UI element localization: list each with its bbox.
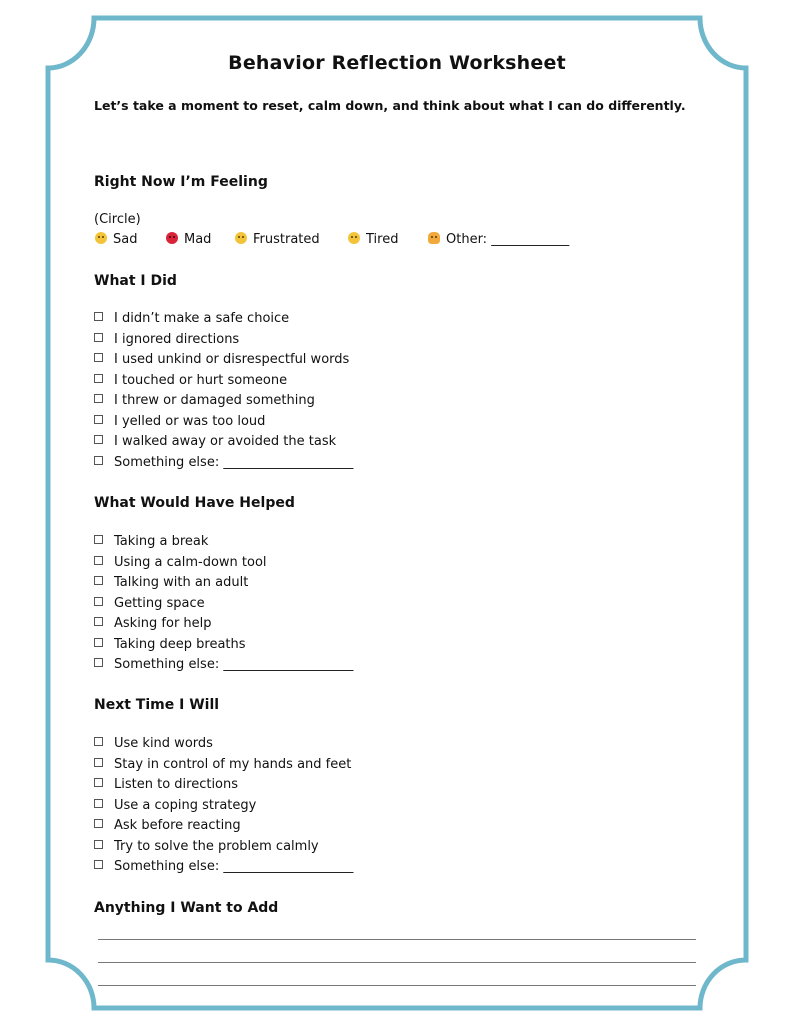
- checklist-item[interactable]: [94, 734, 353, 755]
- mood-label: Frustrated: [253, 232, 320, 247]
- checklist-item[interactable]: [94, 532, 353, 553]
- next-time-list: [94, 734, 353, 878]
- mood-option[interactable]: [428, 232, 569, 247]
- checklist-item[interactable]: [94, 412, 353, 433]
- checkbox-icon[interactable]: [94, 860, 103, 869]
- checkbox-icon[interactable]: [94, 353, 103, 362]
- checkbox-icon[interactable]: [94, 799, 103, 808]
- feeling-heading: Right Now I’m Feeling: [94, 174, 268, 190]
- helped-list: [94, 532, 353, 676]
- mood-option[interactable]: [166, 232, 211, 247]
- what-i-did-heading: What I Did: [94, 273, 177, 289]
- checklist-item[interactable]: [94, 594, 353, 615]
- sad-face-icon: [95, 232, 107, 244]
- checkbox-icon[interactable]: [94, 778, 103, 787]
- mood-option[interactable]: [235, 232, 320, 247]
- worksheet-title: Behavior Reflection Worksheet: [228, 52, 566, 74]
- checklist-item[interactable]: [94, 837, 353, 858]
- writing-line[interactable]: [98, 962, 696, 963]
- checklist-item[interactable]: [94, 573, 353, 594]
- item-label: Asking for help: [114, 616, 212, 631]
- checkbox-icon[interactable]: [94, 758, 103, 767]
- next-time-heading: Next Time I Will: [94, 697, 220, 713]
- item-label: Taking a break: [114, 534, 209, 549]
- writing-line[interactable]: [98, 985, 696, 986]
- what-i-did-list: [94, 309, 353, 473]
- item-label: I used unkind or disrespectful words: [114, 352, 350, 367]
- checklist-item[interactable]: [94, 553, 353, 574]
- checkbox-icon[interactable]: [94, 658, 103, 667]
- person-icon: [428, 232, 440, 244]
- mood-option[interactable]: [95, 232, 137, 247]
- checklist-item[interactable]: [94, 755, 353, 776]
- checkbox-icon[interactable]: [94, 840, 103, 849]
- mood-label: Mad: [184, 232, 212, 247]
- checklist-item[interactable]: [94, 309, 353, 330]
- checkbox-icon[interactable]: [94, 435, 103, 444]
- checkbox-icon[interactable]: [94, 394, 103, 403]
- checklist-item[interactable]: [94, 432, 353, 453]
- item-label: Taking deep breaths: [114, 636, 246, 652]
- checkbox-icon[interactable]: [94, 535, 103, 544]
- checklist-item[interactable]: [94, 655, 353, 676]
- circle-note: (Circle): [94, 212, 141, 227]
- checkbox-icon[interactable]: [94, 638, 103, 647]
- item-label: Listen to directions: [114, 777, 239, 792]
- checkbox-icon[interactable]: [94, 333, 103, 342]
- mad-face-icon: [166, 232, 178, 244]
- checkbox-icon[interactable]: [94, 576, 103, 585]
- intro-text: Let’s take a moment to reset, calm down, and think about what I can do differently.: [94, 98, 686, 113]
- add-heading: Anything I Want to Add: [94, 900, 279, 916]
- item-label: I yelled or was too loud: [114, 413, 266, 429]
- item-label: I walked away or avoided the task: [114, 434, 337, 449]
- checkbox-icon[interactable]: [94, 312, 103, 321]
- tired-face-icon: [348, 232, 360, 244]
- item-label: Something else: ____________________: [114, 454, 354, 470]
- item-label: Use kind words: [114, 736, 213, 751]
- mood-label: Sad: [113, 232, 138, 247]
- checklist-item[interactable]: [94, 371, 353, 392]
- checklist-item[interactable]: [94, 775, 353, 796]
- checklist-item[interactable]: [94, 350, 353, 371]
- checklist-item[interactable]: [94, 330, 353, 351]
- item-label: Ask before reacting: [114, 818, 241, 833]
- checkbox-icon[interactable]: [94, 617, 103, 626]
- checklist-item[interactable]: [94, 816, 353, 837]
- checklist-item[interactable]: [94, 857, 353, 878]
- helped-heading: What Would Have Helped: [94, 495, 295, 511]
- mood-label: Tired: [366, 232, 399, 247]
- checklist-item[interactable]: [94, 796, 353, 817]
- item-label: Stay in control of my hands and feet: [114, 756, 352, 772]
- checkbox-icon[interactable]: [94, 819, 103, 828]
- item-label: Try to solve the problem calmly: [114, 838, 319, 854]
- item-label: Use a coping strategy: [114, 797, 257, 813]
- checkbox-icon[interactable]: [94, 737, 103, 746]
- checkbox-icon[interactable]: [94, 597, 103, 606]
- checklist-item[interactable]: [94, 614, 353, 635]
- mood-option[interactable]: [348, 232, 398, 247]
- checkbox-icon[interactable]: [94, 374, 103, 383]
- item-label: I touched or hurt someone: [114, 372, 288, 388]
- item-label: Something else: ____________________: [114, 859, 354, 874]
- item-label: Something else: ____________________: [114, 657, 354, 672]
- item-label: Getting space: [114, 595, 205, 611]
- item-label: Using a calm-down tool: [114, 554, 267, 570]
- checkbox-icon[interactable]: [94, 556, 103, 565]
- checklist-item[interactable]: [94, 391, 353, 412]
- checklist-item[interactable]: [94, 635, 353, 656]
- checklist-item[interactable]: [94, 453, 353, 474]
- item-label: Talking with an adult: [114, 575, 249, 590]
- frustrated-face-icon: [235, 232, 247, 244]
- item-label: I didn’t make a safe choice: [114, 311, 290, 326]
- item-label: I threw or damaged something: [114, 393, 315, 408]
- item-label: I ignored directions: [114, 331, 240, 347]
- checkbox-icon[interactable]: [94, 456, 103, 465]
- writing-line[interactable]: [98, 939, 696, 940]
- checkbox-icon[interactable]: [94, 415, 103, 424]
- mood-label: Other: ____________: [446, 232, 570, 247]
